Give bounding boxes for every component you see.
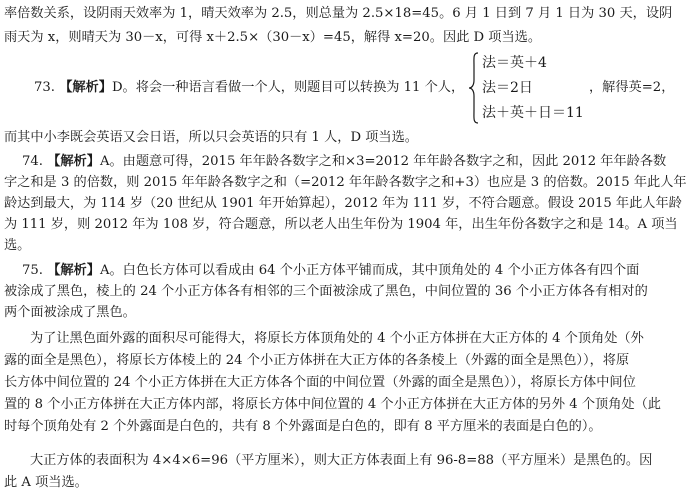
p75-line-8: 时每个顶角处有 2 个外露面是白色的，共有 8 个外露面是白色的，即有 8 平方厘米的表面是白色的）。 bbox=[4, 419, 602, 434]
p74-line-2: 字之和是 3 的倍数，则 2015 年年龄各数字之和（=2012 年年龄各数字之和+3）也应是 3 的倍数。2015 年此人年 bbox=[4, 175, 687, 190]
p72-line-2: 雨天为 x，则晴天为 30－x，可得 x＋2.5×（30－x）=45，解得 x=20。因此 D 项当选。 bbox=[4, 30, 542, 45]
p73-line-1 bbox=[34, 78, 464, 98]
equation-1: 法＝英＋4 bbox=[482, 55, 547, 71]
p75-analysis-tag: 【解析】 bbox=[47, 263, 100, 278]
p74-analysis-tag: 【解析】 bbox=[47, 154, 100, 169]
p74-line-1 bbox=[22, 152, 684, 172]
p75-line-1 bbox=[22, 261, 684, 281]
p75-line-2: 被涂成了黑色，棱上的 24 个小正方体各有相邻的三个面被涂成了黑色，中间位置的 36 个小正方体各有相对的 bbox=[4, 284, 648, 299]
p72-line-1: 率倍数关系，设阴雨天效率为 1，晴天效率为 2.5，则总量为 2.5×18=45。6 月 1 日到 7 月 1 日为 30 天，设阴 bbox=[4, 6, 673, 21]
left-brace-icon bbox=[468, 52, 480, 124]
p73-after-text: ，解得英=2， bbox=[589, 80, 675, 95]
p75-line-5: 露的面全是黑色），将原长方体棱上的 24 个小正方体拼在大正方体的各条棱上（外露的面全是黑色）），将原 bbox=[4, 353, 630, 368]
p75-line-10: 此 A 项当选。 bbox=[4, 475, 88, 490]
p74-number: 74. bbox=[22, 154, 43, 169]
equation-system bbox=[468, 52, 584, 124]
p73-number: 73. bbox=[34, 80, 55, 95]
equation-2: 法＝2日 bbox=[482, 80, 533, 96]
p74-line-5: 选。 bbox=[4, 238, 31, 253]
p74-text: A。由题意可得，2015 年年龄各数字之和×3=2012 年年龄各数字之和，因此 2012 年年龄各数 bbox=[99, 154, 667, 169]
p75-text: A。白色长方体可以看成由 64 个小正方体平铺而成，其中顶角处的 4 个小正方体各有四个面 bbox=[99, 263, 640, 278]
p75-line-6: 长方体中间位置的 24 个小正方体拼在大正方体各个面的中间位置（外露的面全是黑色）），将原长方体中间位 bbox=[4, 375, 636, 390]
p75-line-3: 两个面被涂成了黑色。 bbox=[4, 305, 136, 320]
p73-text: D。将会一种语言看做一个人，则题目可以转换为 11 个人， bbox=[111, 80, 465, 95]
p73-analysis-tag: 【解析】 bbox=[59, 80, 112, 95]
p75-line-7: 置的 8 个小正方体拼在大正方体内部，将原长方体中间位置的 4 个小正方体拼在大正方体的另外 4 个顶角处（此 bbox=[4, 397, 661, 412]
p75-line-4: 为了让黑色面外露的面积尽可能得大，将原长方体顶角处的 4 个小正方体拼在大正方体的 4 个顶角处（外 bbox=[30, 331, 644, 346]
p73-line-2: 而其中小李既会英语又会日语，所以只会英语的只有 1 人，D 项当选。 bbox=[4, 130, 418, 145]
p74-line-3: 龄达到最大，为 114 岁（20 世纪从 1901 年开始算起），2012 年为 111 岁，不符合题意。假设 2015 年此人年龄 bbox=[4, 196, 682, 211]
p75-line-9: 大正方体的表面积为 4×4×6=96（平方厘米），则大正方体表面上有 96-8=88（平方厘米）是黑色的。因 bbox=[30, 453, 653, 468]
p75-number: 75. bbox=[22, 263, 43, 278]
equation-3: 法＋英＋日＝11 bbox=[482, 105, 584, 121]
p74-line-4: 为 111 岁，则 2012 年为 108 岁，符合题意，所以老人出生年份为 1904 年，出生年份各数字之和是 14。A 项当 bbox=[4, 217, 678, 232]
